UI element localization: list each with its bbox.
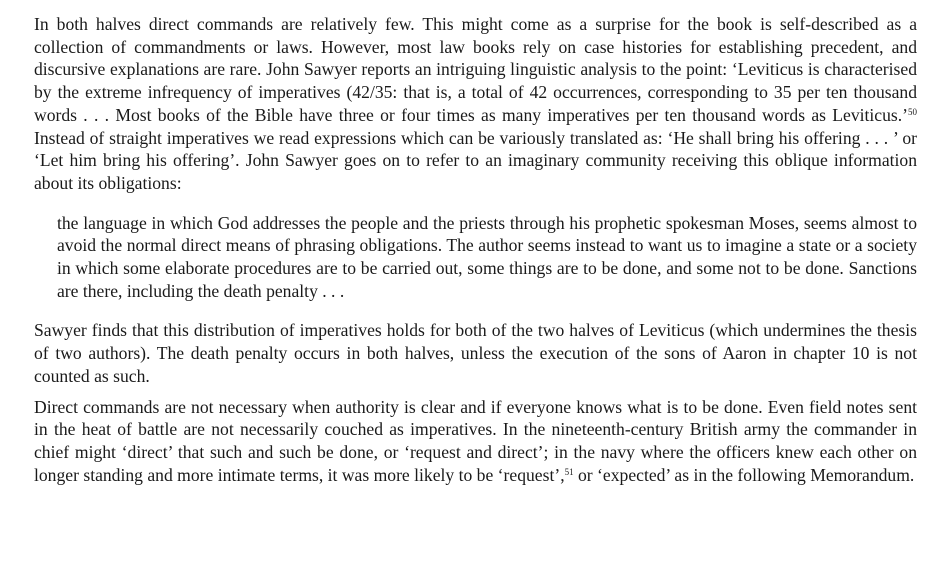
- document-page: [34, 13, 917, 486]
- block-quote: the language in which God addresses the people and the priests through his prophetic spokesman Moses, seems almost to avoid the normal direct means of phrasing obligations. The author seems instead to want us to imagine a state or a society in which some elaborate procedures are to be carried out, some things are to be done, and some not to be done. Sanctions are there, including the death penalty . . .: [57, 212, 917, 301]
- paragraph-text-continued: or ‘expected’ as in the following Memorandum.: [573, 464, 915, 485]
- paragraph-text: Direct commands are not necessary when authority is clear and if everyone knows what is to be done. Even field notes sent in the heat of battle are not necessarily couched as imperatives. In the nineteenth-century British army the commander in chief might ‘direct’ that such and such be done, or ‘request and direct’; in the navy where the officers knew each other on longer standing and more intimate terms, it was more likely to be ‘request’,: [34, 396, 917, 485]
- body-paragraph-3: [34, 396, 917, 487]
- footnote-reference-51: 51: [564, 466, 574, 477]
- body-paragraph-2: Sawyer finds that this distribution of imperatives holds for both of the two halves of Leviticus (which undermines the thesis of two authors). The death penalty occurs in both halves, unless the execution of the sons of Aaron in chapter 10 is not counted as such.: [34, 320, 917, 386]
- footnote-reference-50: 50: [908, 106, 917, 117]
- body-paragraph-1: [34, 13, 917, 195]
- paragraph-text: In both halves direct commands are relatively few. This might come as a surprise for the book is self-described as a collection of commandments or laws. However, most law books rely on case histories for establishing precedent, and discursive explanations are rare. John Sawyer reports an intriguing linguistic analysis to the point: ‘Leviticus is characterised by the extreme infrequency of imperatives (42/35: that is, a total of 42 occurrences, corresponding to 35 per ten thousand words . . . Most books of the Bible have three or four times as many imperatives per ten thousand words as Leviticus.’: [34, 14, 917, 125]
- paragraph-text-continued: Instead of straight imperatives we read expressions which can be variously translated as: ‘He shall bring his offering . . . ’ or ‘Let him bring his offering’. John Sawyer goes on to refer to an imaginary community receiving this oblique information about its obligations:: [34, 127, 917, 193]
